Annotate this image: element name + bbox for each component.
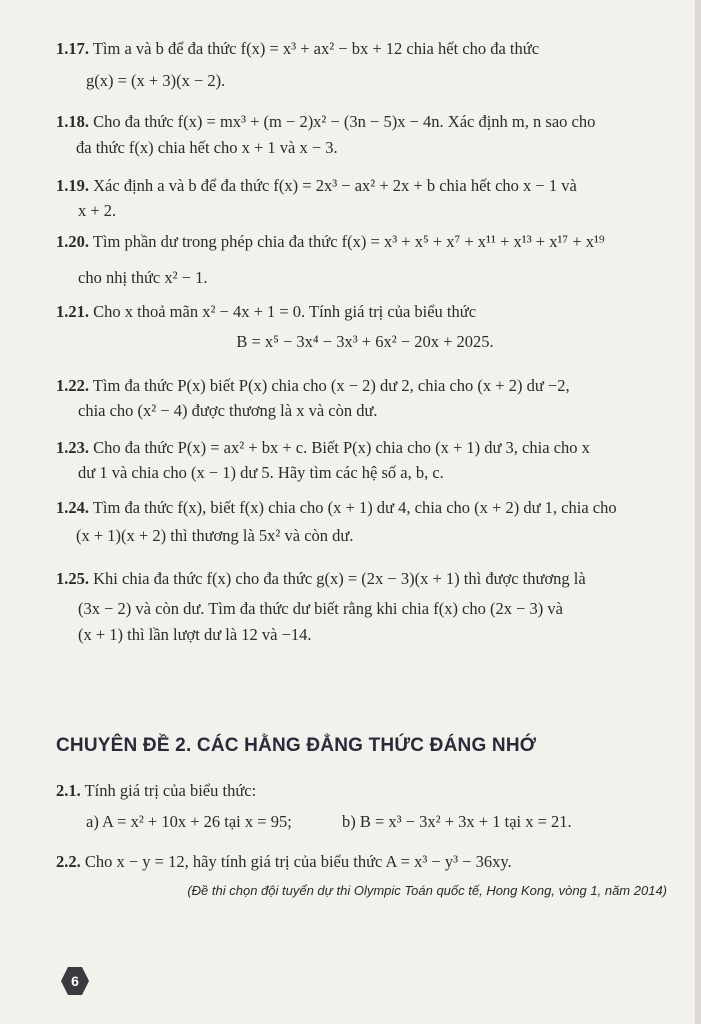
problem-1-23-line2: dư 1 và chia cho (x − 1) dư 5. Hãy tìm các hệ số a, b, c. bbox=[78, 463, 444, 482]
problem-text: Cho x thoả mãn x² − 4x + 1 = 0. Tính giá trị của biểu thức bbox=[93, 302, 477, 321]
problem-number: 2.1. bbox=[56, 781, 81, 800]
problem-number: 1.22. bbox=[56, 376, 89, 395]
problem-number: 2.2. bbox=[56, 852, 81, 871]
problem-1-21 bbox=[56, 298, 674, 326]
problem-1-22 bbox=[56, 372, 674, 400]
problem-1-25-line3: (x + 1) thì lần lượt dư là 12 và −14. bbox=[78, 625, 312, 644]
problem-2-1 bbox=[56, 777, 674, 805]
problem-number: 1.18. bbox=[56, 112, 89, 131]
problem-number: 1.25. bbox=[56, 569, 89, 588]
problem-number: 1.20. bbox=[56, 232, 89, 251]
problem-1-25-line2: (3x − 2) và còn dư. Tìm đa thức dư biết rằng khi chia f(x) cho (2x − 3) và bbox=[78, 599, 564, 618]
problem-number: 1.21. bbox=[56, 302, 89, 321]
problem-text: Cho đa thức P(x) = ax² + bx + c. Biết P(x) chia cho (x + 1) dư 3, chia cho x bbox=[93, 438, 590, 457]
problem-1-20-line2: cho nhị thức x² − 1. bbox=[78, 268, 208, 287]
problem-1-22-line2: chia cho (x² − 4) được thương là x và còn dư. bbox=[78, 401, 378, 420]
problem-1-21-formula: B = x⁵ − 3x⁴ − 3x³ + 6x² − 20x + 2025. bbox=[236, 332, 494, 351]
problem-text: Tìm đa thức f(x), biết f(x) chia cho (x + 1) dư 4, chia cho (x + 2) dư 1, chia cho bbox=[92, 498, 617, 517]
problem-1-19-line2: x + 2. bbox=[78, 201, 117, 220]
problem-2-2 bbox=[56, 848, 674, 876]
problem-1-17-line2: g(x) = (x + 3)(x − 2). bbox=[86, 71, 226, 90]
page-edge bbox=[695, 0, 701, 1024]
problem-source-note: (Đề thi chọn đội tuyển dự thi Olympic Toán quốc tế, Hong Kong, vòng 1, năm 2014) bbox=[187, 883, 667, 898]
problem-text: Cho đa thức f(x) = mx³ + (m − 2)x² − (3n − 5)x − 4n. Xác định m, n sao cho bbox=[93, 112, 596, 131]
problem-text: Xác định a và b để đa thức f(x) = 2x³ − ax² + 2x + b chia hết cho x − 1 và bbox=[93, 176, 577, 195]
problem-number: 1.17. bbox=[56, 39, 89, 58]
problem-1-24-line2: (x + 1)(x + 2) thì thương là 5x² và còn dư. bbox=[76, 526, 354, 545]
problem-number: 1.19. bbox=[56, 176, 89, 195]
section-heading: CHUYÊN ĐỀ 2. CÁC HẰNG ĐẲNG THỨC ĐÁNG NHỚ bbox=[56, 735, 537, 756]
page-number: 6 bbox=[71, 973, 79, 989]
problem-2-1-part-b: b) B = x³ − 3x² + 3x + 1 tại x = 21. bbox=[342, 812, 572, 831]
problem-1-18-line2: đa thức f(x) chia hết cho x + 1 và x − 3. bbox=[76, 138, 338, 157]
problem-1-20 bbox=[56, 228, 674, 256]
problem-number: 1.24. bbox=[56, 498, 89, 517]
problem-number: 1.23. bbox=[56, 438, 89, 457]
problem-2-1-part-a: a) A = x² + 10x + 26 tại x = 95; bbox=[86, 812, 292, 831]
problem-1-24 bbox=[56, 494, 674, 522]
problem-text: Tìm phần dư trong phép chia đa thức f(x) = x³ + x⁵ + x⁷ + x¹¹ + x¹³ + x¹⁷ + x¹⁹ bbox=[92, 232, 605, 251]
problem-text: Tìm đa thức P(x) biết P(x) chia cho (x − 2) dư 2, chia cho (x + 2) dư −2, bbox=[92, 376, 570, 395]
problem-1-25 bbox=[56, 565, 674, 593]
problem-1-19 bbox=[56, 172, 674, 200]
problem-1-23 bbox=[56, 434, 674, 462]
problem-text: Cho x − y = 12, hãy tính giá trị của biểu thức A = x³ − y³ − 36xy. bbox=[84, 852, 512, 871]
problem-text: Tìm a và b để đa thức f(x) = x³ + ax² − bx + 12 chia hết cho đa thức bbox=[92, 39, 540, 58]
problem-1-17 bbox=[56, 35, 674, 63]
problem-1-18 bbox=[56, 108, 674, 136]
problem-text: Tính giá trị của biểu thức: bbox=[84, 781, 257, 800]
problem-text: Khi chia đa thức f(x) cho đa thức g(x) = (2x − 3)(x + 1) thì được thương là bbox=[93, 569, 586, 588]
